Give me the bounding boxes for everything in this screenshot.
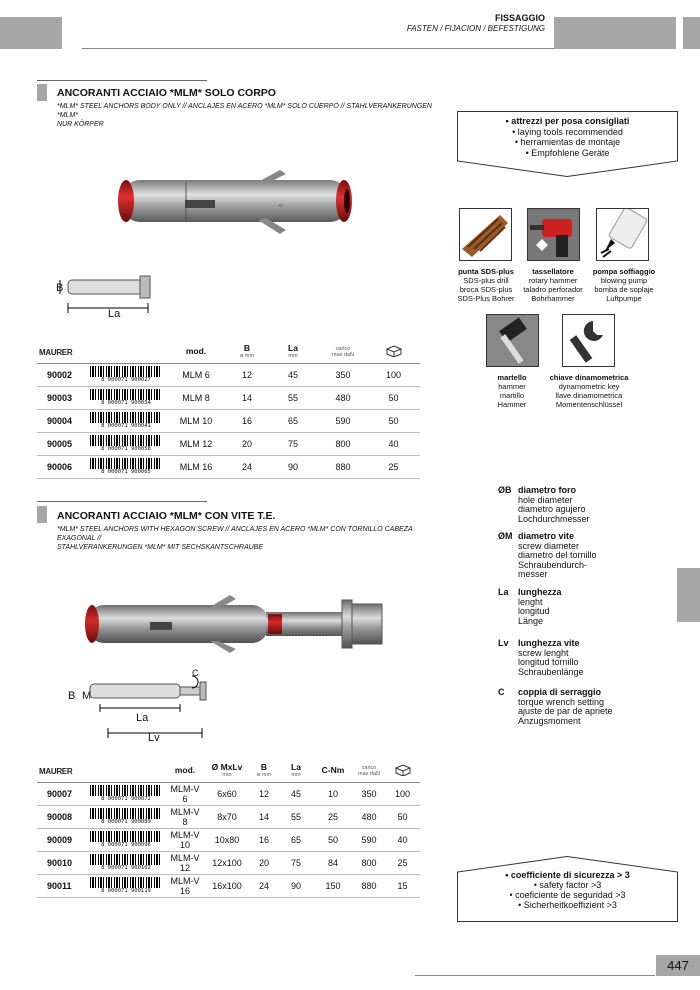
tool-caption-torque-wrench: chiave dinamometrica dynamometric key llave dinamometrica Momentenschlüssel xyxy=(549,373,629,409)
diagram2-label-m: M xyxy=(82,690,92,702)
side-tab xyxy=(677,568,700,622)
row-mod: MLM 16 xyxy=(165,455,227,478)
row-qty: 25 xyxy=(367,455,420,478)
diagram1-label-la: La xyxy=(108,308,121,320)
package-icon xyxy=(395,764,411,776)
diagram2-label-c: C xyxy=(192,668,199,678)
section2-desc xyxy=(57,525,437,552)
barcode: 8 000071 900089 xyxy=(90,808,162,826)
tool-caption-hammer: martello hammer martillo Hammer xyxy=(497,373,527,409)
section1-marker xyxy=(37,84,47,101)
row-mlv: 8x70 xyxy=(205,805,249,828)
row-code: 90005 xyxy=(37,432,87,455)
col-load-unit: carico max daN xyxy=(358,764,381,777)
tool-caption-blowing-pump: pompa soffiaggio blowing pump bomba de soplaje Luftpumpe xyxy=(592,267,656,303)
col-la: La xyxy=(291,762,301,773)
tools-box-text xyxy=(457,116,678,158)
col-b-unit: ø mm xyxy=(256,772,272,779)
row-la: 75 xyxy=(267,432,319,455)
safety-box-line1: • coefficiente di sicurezza > 3 xyxy=(505,870,630,880)
row-code: 90003 xyxy=(37,386,87,409)
col-b: B xyxy=(260,762,268,773)
header-title: FISSAGGIO xyxy=(494,13,545,23)
row-load: 350 xyxy=(319,363,367,386)
safety-box-line3: • coeficiente de seguridad >3 xyxy=(509,890,626,900)
footer-rule xyxy=(415,975,655,976)
row-la: 55 xyxy=(279,805,313,828)
row-la: 90 xyxy=(279,874,313,897)
col-mod: mod. xyxy=(165,341,227,363)
col-b: B xyxy=(243,343,251,354)
row-cnm: 84 xyxy=(313,851,353,874)
row-la: 65 xyxy=(267,409,319,432)
row-qty: 100 xyxy=(385,782,420,805)
row-load: 480 xyxy=(319,386,367,409)
tools-box-line4: • Empfohlene Geräte xyxy=(525,147,610,158)
blowing-pump-icon xyxy=(596,208,649,261)
barcode: 8 000071 900034 xyxy=(90,389,162,407)
row-qty: 40 xyxy=(385,828,420,851)
product-table-1 xyxy=(37,341,420,479)
table-row xyxy=(37,828,420,851)
section2-marker xyxy=(37,506,47,523)
col-b-unit: ø mm xyxy=(239,353,255,360)
col-mlv: Ø MxLv xyxy=(211,762,243,773)
row-b: 14 xyxy=(249,805,279,828)
row-mod: MLM-V 16 xyxy=(165,874,205,897)
row-la: 45 xyxy=(267,363,319,386)
barcode: 8 000071 900102 xyxy=(90,854,162,872)
col-la-unit: mm xyxy=(288,353,298,360)
tool-caption-drill: punta SDS-plus SDS-plus drill broca SDS-plus SDS-Plus Bohrer xyxy=(457,267,515,303)
col-la-unit: mm xyxy=(291,772,301,779)
row-load: 880 xyxy=(319,455,367,478)
row-load: 350 xyxy=(353,782,385,805)
table-row xyxy=(37,874,420,897)
row-code: 90010 xyxy=(37,851,87,874)
barcode: 8 000071 900119 xyxy=(90,877,162,895)
table-row xyxy=(37,455,420,478)
page-number-box xyxy=(656,955,700,976)
row-qty: 50 xyxy=(367,409,420,432)
barcode: 8 000071 900058 xyxy=(90,435,162,453)
header-subtitle: FASTEN / FIJACION / BEFESTIGUNG xyxy=(406,24,545,33)
rotary-hammer-icon xyxy=(527,208,580,261)
row-mlv: 16x100 xyxy=(205,874,249,897)
col-mlv-unit: mm xyxy=(222,772,232,779)
row-cnm: 10 xyxy=(313,782,353,805)
tools-box-line1: • attrezzi per posa consigliati xyxy=(505,116,630,126)
safety-box-line4: • Sicherheitkoeffizient >3 xyxy=(518,900,617,910)
anchor-body-image xyxy=(100,160,370,250)
row-cnm: 150 xyxy=(313,874,353,897)
row-cnm: 25 xyxy=(313,805,353,828)
col-mod: mod. xyxy=(165,760,205,782)
col-cnm: C-Nm xyxy=(313,760,353,782)
table-row xyxy=(37,851,420,874)
row-mod: MLM-V 12 xyxy=(165,851,205,874)
row-la: 55 xyxy=(267,386,319,409)
row-load: 800 xyxy=(319,432,367,455)
safety-box-line2: • safety factor >3 xyxy=(533,880,602,890)
row-mlv: 10x80 xyxy=(205,828,249,851)
header-rule xyxy=(82,48,627,49)
barcode: 8 000071 900041 xyxy=(90,412,162,430)
row-la: 90 xyxy=(267,455,319,478)
row-la: 45 xyxy=(279,782,313,805)
tools-box-line2: • laying tools recommended xyxy=(512,126,623,137)
col-load-unit: carico max daN xyxy=(332,345,355,358)
maurer-logo: MAURER xyxy=(39,766,73,776)
row-mod: MLM 8 xyxy=(165,386,227,409)
row-qty: 25 xyxy=(385,851,420,874)
row-b: 12 xyxy=(249,782,279,805)
header-right-edge xyxy=(683,17,700,49)
row-code: 90002 xyxy=(37,363,87,386)
row-mlv: 12x100 xyxy=(205,851,249,874)
diagram2-label-b: B xyxy=(68,690,76,702)
table2-header-row xyxy=(37,760,420,782)
row-la: 65 xyxy=(279,828,313,851)
section2-desc-line1: *MLM* STEEL ANCHORS WITH HEXAGON SCREW // ANCLAJES EN ACERO *MLM* CON TORNILLO CABEZA EXAGONAL // xyxy=(57,526,413,542)
svg-text:«: « xyxy=(278,201,284,211)
anchor-screw-image xyxy=(80,585,410,665)
package-icon xyxy=(386,345,402,357)
row-b: 16 xyxy=(227,409,267,432)
drill-bit-icon xyxy=(459,208,512,261)
row-mod: MLM-V 8 xyxy=(165,805,205,828)
row-code: 90009 xyxy=(37,828,87,851)
row-b: 14 xyxy=(227,386,267,409)
row-load: 800 xyxy=(353,851,385,874)
section2-rule xyxy=(37,501,207,502)
row-mod: MLM-V 10 xyxy=(165,828,205,851)
row-mod: MLM 10 xyxy=(165,409,227,432)
row-b: 16 xyxy=(249,828,279,851)
row-load: 590 xyxy=(353,828,385,851)
header-left-block xyxy=(0,17,62,49)
row-qty: 40 xyxy=(367,432,420,455)
section1-rule xyxy=(37,80,207,81)
row-mod: MLM 6 xyxy=(165,363,227,386)
row-b: 20 xyxy=(227,432,267,455)
table-row xyxy=(37,805,420,828)
section1-desc xyxy=(57,102,437,129)
table-row xyxy=(37,363,420,386)
section1-title: ANCORANTI ACCIAIO *MLM* SOLO CORPO xyxy=(57,87,276,99)
header-right-block xyxy=(554,17,676,49)
row-b: 12 xyxy=(227,363,267,386)
page-number: 447 xyxy=(667,958,689,973)
section2-desc-line2: STAHLVERANKERUNGEN *MLM* MIT SECHSKANTSCHRAUBE xyxy=(57,544,264,551)
row-code: 90008 xyxy=(37,805,87,828)
section1-desc-line1: *MLM* STEEL ANCHORS BODY ONLY // ANCLAJES EN ACERO *MLM* SOLO CUERPO // STAHLVERANKERUNGEN *MLM* xyxy=(57,103,432,119)
row-la: 75 xyxy=(279,851,313,874)
row-mod: MLM-V 6 xyxy=(165,782,205,805)
row-code: 90006 xyxy=(37,455,87,478)
row-code: 90004 xyxy=(37,409,87,432)
row-mlv: 6x60 xyxy=(205,782,249,805)
row-qty: 50 xyxy=(385,805,420,828)
row-code: 90007 xyxy=(37,782,87,805)
torque-wrench-icon xyxy=(562,314,615,367)
table-row xyxy=(37,432,420,455)
diagram2-label-la: La xyxy=(136,712,149,724)
col-la: La xyxy=(288,343,298,354)
table-row xyxy=(37,782,420,805)
row-qty: 100 xyxy=(367,363,420,386)
table-row xyxy=(37,409,420,432)
table1-header-row xyxy=(37,341,420,363)
anchor-screw-diagram xyxy=(62,668,212,748)
row-b: 24 xyxy=(227,455,267,478)
row-qty: 15 xyxy=(385,874,420,897)
maurer-logo: MAURER xyxy=(39,347,73,357)
product-table-2 xyxy=(37,760,420,898)
section1-desc-line2: NUR KÖRPER xyxy=(57,121,104,128)
row-load: 480 xyxy=(353,805,385,828)
row-b: 24 xyxy=(249,874,279,897)
section2-title: ANCORANTI ACCIAIO *MLM* CON VITE T.E. xyxy=(57,510,276,522)
row-cnm: 50 xyxy=(313,828,353,851)
row-b: 20 xyxy=(249,851,279,874)
tool-caption-rotary-hammer: tassellatore rotary hammer taladro perforador Bohrhammer xyxy=(523,267,583,303)
barcode: 8 000071 900096 xyxy=(90,831,162,849)
row-mod: MLM 12 xyxy=(165,432,227,455)
diagram2-label-lv: Lv xyxy=(148,732,160,744)
safety-box-text xyxy=(457,870,678,910)
barcode: 8 000071 900027 xyxy=(90,366,162,384)
row-code: 90011 xyxy=(37,874,87,897)
tools-box-line3: • herramientas de montaje xyxy=(514,137,621,147)
row-load: 880 xyxy=(353,874,385,897)
row-load: 590 xyxy=(319,409,367,432)
row-qty: 50 xyxy=(367,386,420,409)
hammer-icon xyxy=(486,314,539,367)
barcode: 8 000071 900065 xyxy=(90,458,162,476)
diagram1-label-b: B xyxy=(56,282,64,294)
table-row xyxy=(37,386,420,409)
barcode: 8 000071 900072 xyxy=(90,785,162,803)
